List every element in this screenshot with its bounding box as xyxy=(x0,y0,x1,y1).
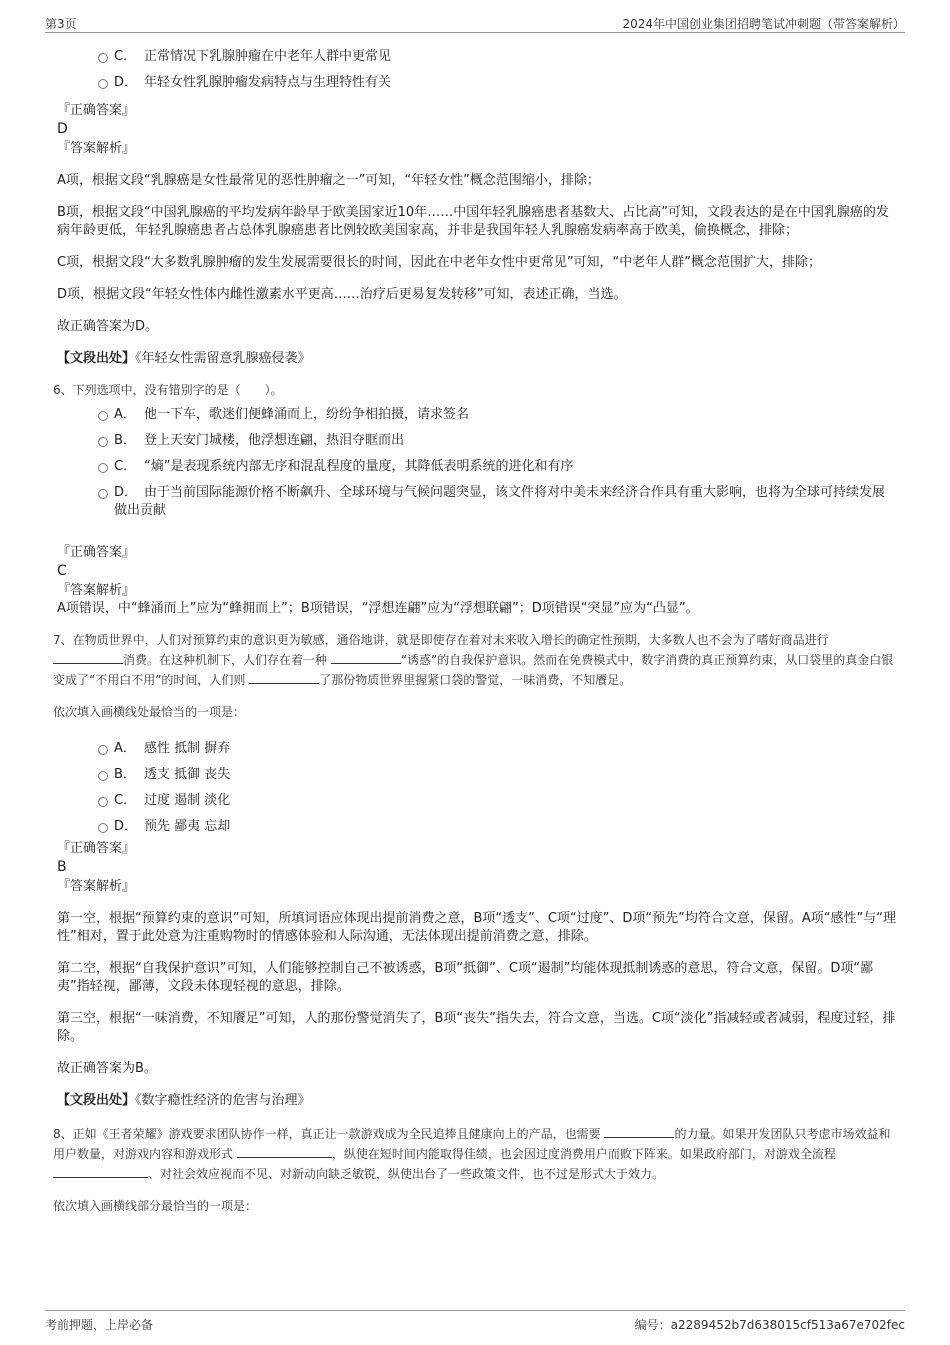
q5-analysis-b: B项，根据文段“中国乳腺癌的平均发病年龄早于欧美国家近10年……中国年轻乳腺癌患者基数大、占比高”可知，文段表达的是在中国乳腺癌的发病年龄更低，年轻乳腺癌患者占总体乳腺癌患者比例较欧美国家高，并非是我国年轻人乳腺癌发病率高于欧美，偷换概念，排除； xyxy=(57,205,889,238)
q7-question: 7、在物质世界中，人们对预算约束的意识更为敏感，通俗地讲，就是即使存在着对未来收入增长的确定性预期，大多数人也不会为了嗜好商品进行 消费。在这种机制下，人们存在着一种 “诱惑”的自我保护意识。然而在免费模式中，数字消费的真正预算约束，从口袋里的真金白银变成了“不用白不用”的时间，人们则 了那份物质世界里握紧口袋的警觉，一味消费，不知餍足。 xyxy=(53,633,894,687)
q7-instruction: 依次填入画横线处最恰当的一项是： xyxy=(53,705,246,719)
radio-icon[interactable] xyxy=(98,53,108,63)
radio-icon[interactable] xyxy=(98,771,108,781)
radio-icon[interactable] xyxy=(98,489,108,499)
page-header xyxy=(45,12,905,33)
q5-answer: D xyxy=(57,121,68,137)
radio-icon[interactable] xyxy=(98,79,108,89)
radio-icon[interactable] xyxy=(98,437,108,447)
radio-icon[interactable] xyxy=(98,797,108,807)
q7-option-a[interactable]: A． 感性 抵制 摒弃 xyxy=(57,740,897,758)
blank-1 xyxy=(53,650,123,664)
q6-question: 6、下列选项中，没有错别字的是（ ）。 xyxy=(53,383,283,397)
q8-question: 8、正如《王者荣耀》游戏要求团队协作一样，真正让一款游戏成为全民追捧且健康向上的产品，也需要 的力量。如果开发团队只考虑市场效益和用户数量，对游戏内容和游戏形式 ，纵使在短时间内能取得佳绩，也会因过度消费用户而败下阵来。如果政府部门，对游戏全流程 、对社会效应视而不见、对新动向缺乏敏锐，纵使出台了一些政策文件，也不过是形式大于效力。 xyxy=(53,1124,897,1184)
q6-option-d[interactable]: D． 由于当前国际能源价格不断飙升、全球环境与气候问题突显，该文件将对中美未来经济合作具有重大影响，也将为全球可持续发展做出贡献 xyxy=(57,484,897,520)
q7-analysis-2: 第二空，根据“自我保护意识”可知，人们能够控制自己不被诱惑，B项“抵御”、C项“遏制”均能体现抵制诱惑的意思，符合文意，保留。D项“鄙夷”指轻视，鄙薄，文段未体现轻视的意思，排除。 xyxy=(57,961,874,994)
q5-analysis-a: A项，根据文段“乳腺癌是女性最常见的恶性肿瘤之一”可知，“年轻女性”概念范围缩小，排除； xyxy=(57,173,600,188)
blank-1 xyxy=(604,1124,674,1138)
q5-option-d[interactable]: D． 年轻女性乳腺肿瘤发病特点与生理特性有关 xyxy=(57,74,897,92)
q6-analysis: A项错误，中“蜂涌而上”应为“蜂拥而上”；B项错误，“浮想连翩”应为“浮想联翩”；D项错误“突显”应为“凸显”。 xyxy=(57,601,699,616)
blank-2 xyxy=(237,1144,332,1158)
q7-option-c[interactable]: C． 过度 遏制 淡化 xyxy=(57,792,897,810)
q7-analysis-1: 第一空，根据“预算约束的意识”可知，所填词语应体现出提前消费之意，B项“透支”、C项“过度”、D项“预先”均符合文意，保留。A项“感性”与“理性”相对，置于此处意为注重购物时的情感体验和人际沟通，无法体现出提前消费之意，排除。 xyxy=(57,911,896,944)
q5-analysis-c: C项，根据文段“大多数乳腺肿瘤的发生发展需要很长的时间，因此在中老年女性中更常见”可知，“中老年人群”概念范围扩大，排除； xyxy=(57,255,822,270)
q5-analysis-d: D项，根据文段“年轻女性体内雌性激素水平更高……治疗后更易复发转移”可知，表述正确，当选。 xyxy=(57,287,627,302)
q5-option-c[interactable]: C． 正常情况下乳腺肿瘤在中老年人群中更常见 xyxy=(57,48,897,66)
q6-option-c[interactable]: C． “熵”是表现系统内部无序和混乱程度的量度，其降低表明系统的进化和有序 xyxy=(57,458,897,476)
radio-icon[interactable] xyxy=(98,411,108,421)
q5-source: 【文段出处】《年轻女性需留意乳腺癌侵袭》 xyxy=(57,351,311,366)
q5-conclusion: 故正确答案为D。 xyxy=(57,319,159,334)
q7-answer: B xyxy=(57,859,67,875)
q6-analysis-label: 『答案解析』 xyxy=(57,583,136,598)
document-body xyxy=(53,48,897,1216)
q6-answer: C xyxy=(57,563,67,579)
q7-option-d[interactable]: D． 预先 鄙夷 忘却 xyxy=(57,818,897,836)
q7-option-b[interactable]: B． 透支 抵御 丧失 xyxy=(57,766,897,784)
radio-icon[interactable] xyxy=(98,463,108,473)
radio-icon[interactable] xyxy=(98,823,108,833)
q6-option-a[interactable]: A． 他一下车，歌迷们便蜂涌而上，纷纷争相拍摄，请求签名 xyxy=(57,406,897,424)
q7-analysis-3: 第三空，根据“一味消费，不知餍足”可知，人的那份警觉消失了，B项“丧失”指失去，符合文意，当选。C项“淡化”指减轻或者减弱，程度过轻，排除。 xyxy=(57,1011,896,1044)
footer-slogan: 考前押题，上岸必备 xyxy=(45,1318,154,1332)
page-number: 第3页 xyxy=(45,17,77,31)
document-title: 2024年中国创业集团招聘笔试冲刺题（带答案解析） xyxy=(622,17,905,31)
q7-source: 【文段出处】《数字瘾性经济的危害与治理》 xyxy=(57,1093,311,1108)
q5-analysis-label: 『答案解析』 xyxy=(57,141,136,156)
q6-option-b[interactable]: B． 登上天安门城楼，他浮想连翩，热泪夺眶而出 xyxy=(57,432,897,450)
q8-instruction: 依次填入画横线部分最恰当的一项是： xyxy=(53,1199,258,1213)
page-footer xyxy=(45,1310,905,1337)
document-code: 编号：a2289452b7d638015cf513a67e702fec xyxy=(634,1318,905,1332)
q7-analysis-label: 『答案解析』 xyxy=(57,879,136,894)
q7-correct-label: 『正确答案』 xyxy=(57,841,136,856)
q6-correct-label: 『正确答案』 xyxy=(57,545,136,560)
blank-3 xyxy=(249,670,319,684)
q5-correct-label: 『正确答案』 xyxy=(57,103,136,118)
radio-icon[interactable] xyxy=(98,745,108,755)
blank-3 xyxy=(53,1164,148,1178)
blank-2 xyxy=(331,650,401,664)
q7-conclusion: 故正确答案为B。 xyxy=(57,1061,157,1076)
